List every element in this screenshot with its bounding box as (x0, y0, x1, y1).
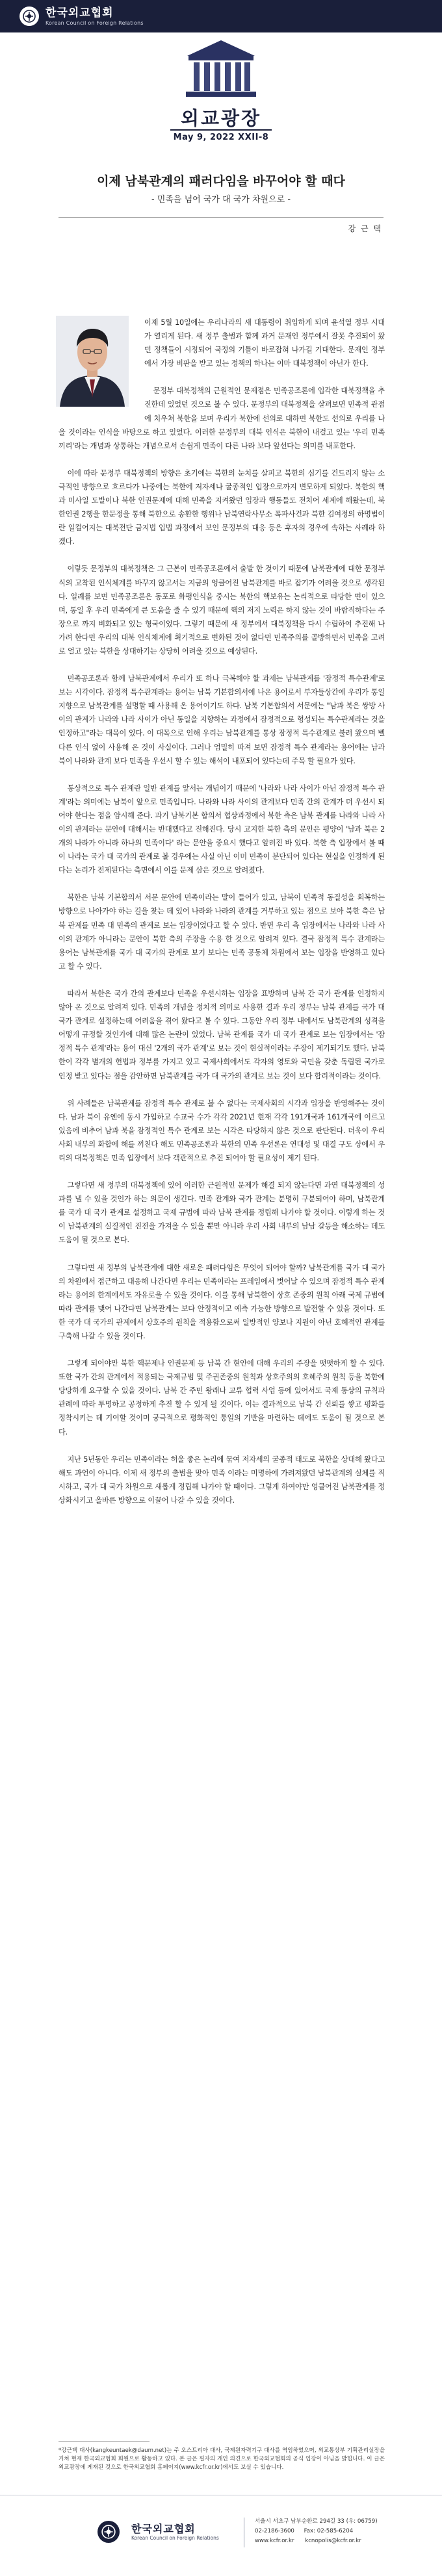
article-subheadline: - 민족을 넘어 국가 대 국가 차원으로 - (151, 195, 291, 205)
newsletter-title: 외교광장 (180, 107, 262, 129)
footer-email-link[interactable]: kcnopolis@kcfr.or.kr (305, 2538, 361, 2544)
article-author: 강 근 택 (348, 224, 382, 233)
article-paragraph: 그렇게 되어야만 북한 핵문제나 인권문제 등 남북 간 현안에 대해 우리의 주장을 떳떳하게 할 수 있다. 또한 국가 간의 관계에서 적용되는 국제규범 및 주권존중의 원칙과 상호주의의 호혜주의 원칙 등을 북한에 당당하게 요구할 수 있을 것이다. 남북 간 주민 왕래나 교류 협력 사업 등에 있어서도 국제 통상의 규칙과 관례에 따라 투명하고 공정하게 추진 할 수 있게 될 것이다. 이는 결과적으로 남북 간 신뢰를 쌓고 평화를 정착시키는 데 기여할 것이며 궁극적으로 평화적인 통일의 기반을 마련하는 데에도 도움이 될 것으로 본다. (58, 1359, 385, 1436)
masthead (0, 36, 442, 150)
masthead-divider (170, 129, 272, 131)
article-paragraph: 이렇듯 문정부의 대북정책은 그 근본이 민족공조론에서 출발 한 것이기 때문에 남북관계에 대한 문정부식의 고착된 인식체계를 바꾸지 않고서는 지금의 엉클어진 남북관계를 바로 잡기가 어려울 것으로 생각된다. 일례를 보면 민족공조론은 동포로 화평인식을 중시는 북한의 핵보유는 논리적으로 타당한 면이 있으며, 통일 후 우리 민족에게 큰 도움을 줄 수 있기 때문에 핵의 저지 노력은 하지 않는 것이 바람직하다는 주장으로 까지 비화되고 있는 형국이었다. 그렇기 때문에 새 정부에서 대북정책을 다시 수립하여 추진해 나가려 한다면 우리의 대북 인식체계에 획기적으로 변화된 것이 없다면 민족주의를 골방하면서 민족을 고려로 얼고 있는 북한을 상대하기는 상당히 어려울 것으로 예상된다. (58, 565, 385, 656)
footer-org-name-kr: 한국외교협회 (131, 2522, 196, 2535)
article-paragraph: 위 사례들은 남북관계를 잠정적 특수 관계로 볼 수 없다는 국제사회의 시각과 입장을 반영해주는 것이다. 남과 북이 유엔에 동시 가입하고 수교국 수가 각각 2021년 현재 각각 191개국과 161개국에 이르고 있음에 비추어 남과 북을 잠정적인 특수 관계로 보는 시각은 타당하지 않은 것으로 판단된다. 더욱이 우리사회 내부의 화합에 해를 끼친다 해도 민족공조론과 북한의 민족 우선론은 연대성 및 대결 구도 상에서 우리의 대북정책은 민족 입장에서 보다 객관적으로 추진 되어야 할 필요성이 제기 된다. (58, 1099, 385, 1162)
article-paragraph: 북한은 남북 기본합의서 서문 문안에 민족이라는 말이 들어가 있고, 남북이 민족적 동질성을 회복하는 방향으로 나아가야 하는 길을 찾는 데 있어 나라와 나라의 관계를 거부하고 있는 점으로 보아 북한 측은 남북 관계를 민족 대 민족의 관계로 보는 입장이었다고 할 수 있다. 반면 우리 측 입장에서는 나라와 나라 사이의 관계가 아니라는 문안이 북한 측의 주장을 수용 한 것으로 알려져 있다. 결국 잠정적 특수 관계라는 용어는 남북관계를 국가 대 국가의 관계로 보기 보다는 민족 공동체 차원에서 보는 입장을 반영하고 있다고 할 수 있다. (58, 893, 385, 971)
article-paragraph: 그렇다면 새 정부의 남북관계에 대한 새로운 패러다임은 무엇이 되어야 할까? 남북관계를 국가 대 국가의 차원에서 접근하고 대응해 나간다면 우리는 민족이라는 프레임에서 벗어날 수 있으며 잠정적 특수 관계라는 용어의 한계에서도 자유로울 수 있을 것이다. 이를 통해 남북한이 상호 존중의 원칙 아래 국제 규범에 따라 관계를 맺어 나간다면 남북관계는 보다 안정적이고 예측 가능한 방향으로 발전할 수 있을 것이다. 또한 국가 대 국가의 관계에서 상호주의 원칙을 적용함으로써 일방적인 양보나 지원이 아닌 호혜적인 관계를 구축해 나갈 수 있을 것이다. (58, 1263, 385, 1340)
footer-website-link[interactable]: www.kcfr.or.kr (255, 2538, 294, 2544)
org-name-en: Korean Council on Foreign Relations (46, 19, 144, 26)
footer-contact (255, 2517, 424, 2546)
author-footnote: *강근택 대사(kangkeuntaek@daum.net)는 주 오스트리아 대사, 국제원자력기구 대사를 역임하였으며, 외교통상부 기획관리실장을 거쳐 현재 한국외교협회 회원으로 활동하고 있다. 본 글은 필자의 개인 의견으로 한국외교협회의 공식 입장이 아님을 밝힙니다. 이 글은 외교광장에 게재된 것으로 한국외교협회 홈페이지(www.kcfr.or.kr)에서도 보실 수 있습니다. (58, 2447, 385, 2471)
article-paragraph: 통상적으로 특수 관계란 일반 관계를 앞서는 개념이기 때문에 '나라와 나라 사이가 아닌 잠정적 특수 관계'라는 의미에는 남북이 앞으로 민족입니다. 나라와 나라 사이의 관계보다 민족 간의 관계가 더 우선시 되어야 한다는 점을 암시해 준다. 과거 남북기본 합의서 협상과정에서 북한 측은 남북 관계를 나라와 나라 사이의 관계라는 문안에 대해서는 반대했다고 전해진다. 당시 고지한 북한 측의 문안은 평양이 '남과 북은 2개의 나라가 아니라 하나의 민족이다' 라는 문안을 중요시 했다고 알려진 바 있다. 북한 측 입장에서 볼 때 이 나라는 국가 대 국가의 관계로 볼 경우에는 사실 아닌 이미 민족이 분단되어 있다는 현실을 인정하게 된다는 논리가 전제된다는 측면에서 이를 문제 삼은 것으로 알려졌다. (58, 784, 385, 875)
article-headline: 이제 남북관계의 패러다임을 바꾸어야 할 때다 (97, 174, 345, 188)
footer-phone: 02-2186-3600 (255, 2528, 294, 2534)
article-paragraph: 지난 5년동안 우리는 민족이라는 허울 좋은 논리에 묶여 저자세의 굴종적 태도로 북한을 상대해 왔다고 해도 과언이 아니다. 이제 새 정부의 출범을 맞아 민족 이라는 미명하에 가려져왔던 남북관계의 실체를 직시하고, 국가 대 국가 차원으로 새롭게 정립해 나가야 할 때이다. 그렇게 하여야만 엉클어진 남북관계를 정상화시키고 올바른 방향으로 이끌어 나갈 수 있을 것이다. (58, 1455, 385, 1505)
footer-address: 서울시 서초구 남부순환로 294길 33 (우: 06759) (255, 2518, 378, 2525)
article-paragraph: 민족공조론과 함께 남북관계에서 우리가 또 하나 극복해야 할 과제는 남북관계를 '잠정적 특수관계'로 보는 시각이다. 잠정적 특수관계라는 용어는 남북 기본합의서에 나온 용어로서 부자들상간에 우리가 통일지향으로 남북관계를 설명할 때 사용해 온 용어이기도 하다. 남북 기본합의서 서문에는 "남과 북은 쌍방 사이의 관계가 나라와 나라 사이가 아닌 통일을 지향하는 과정에서 잠정적으로 형성되는 특수관계라는 것을 인정하고"라는 대목이 있다. 이 대목으로 인해 우리는 남북관계를 통상 잠정적 특수관계로 불러 왔으며 벨다른 인식 없이 사용해 온 것이 사실이다. 그러나 엄밀히 따져 보면 잠정적 특수 관계라는 용어에는 남과 북이 나라와 관계 보다 민족을 우선시 할 수 있는 해석이 내포되어 있다는데 주목 할 필요가 있다. (58, 674, 385, 765)
org-logo-icon (20, 6, 39, 26)
portrait-spacer (58, 316, 144, 412)
article-paragraph: 이에 따라 문정부 대북정책의 방향은 초기에는 북한의 눈치를 살피고 북한의 심기를 건드리지 않는 소극적인 방향으로 흐르다가 나중에는 북한에 저자세나 굴종적인 입장으로까지 변모하게 되었다. 북한의 핵과 미사일 도발이나 북한 인권문제에 대해 민족을 지켜왔던 입장과 행동들도 전치어 세계에 해왔는데, 북한인권 2행을 한문정을 통해 북한으로 송환한 행위나 남북연락사무소 폭파사건과 북한 김여정의 하명법이란 일컬어지는 대북전단 금지법 입법 과정에서 보인 문정부의 대응 등은 후자의 경우에 속하는 사례라 하겠다. (58, 468, 385, 546)
article-paragraph: 따라서 북한은 국가 간의 관계보다 민족을 우선시하는 입장을 표방하며 남북 간 국가 관계를 인정하지 않아 온 것으로 알려져 있다. 민족의 개념을 정치적 의미로 사용한 결과 우리 정부는 남북 관계를 국가 대 국가 관계로 설정하는데 어려움을 겪어 왔다고 볼 수 있다. 그동안 우리 정부 내에서도 남북관계의 성격을 어떻게 규정할 것인가에 대해 많은 논란이 있었다. 남북 관계를 국가 대 국가 관계로 보는 입장에서는 '잠정적 특수 관계'라는 용어 대신 '2개의 국가 관계'로 보는 것이 현실적이라는 주장이 제기되기도 했다. 남북한이 각각 별개의 헌법과 정부를 가지고 있고 국제사회에서도 각자의 영토와 국민을 갖춘 독립된 국가로 인정 받고 있다는 점을 감안하면 남북관계를 국가 대 국가의 관계로 보는 것이 보다 합리적이라는 것이다. (58, 989, 385, 1080)
org-name-kr: 한국외교협회 (46, 6, 114, 19)
author-divider (58, 217, 384, 218)
footer-org-name-en: Korean Council on Foreign Relations (131, 2534, 219, 2541)
footer-logo-icon (98, 2521, 120, 2543)
issue-date: May 9, 2022 XXII-8 (173, 133, 269, 142)
page-footer (0, 2495, 442, 2576)
building-emblem-icon (182, 36, 260, 101)
footer-fax: Fax: 02-585-6204 (304, 2528, 354, 2534)
article-paragraph: 문정부 대북정책의 근원적인 문제점은 민족공조론에 입각한 대북정책을 추진한데 있었던 것으로 볼 수 있다. 문정부의 대북정책을 살펴보면 민족적 관점에 치우쳐 북한을 보며 우리가 북한에 선의로 대하면 북한도 선의로 우리를 나올 것이라는 인식을 바탕으로 하고 있었다. 이러한 문정부의 대북 인식은 북한이 내걸고 있는 '우리 민족 끼리'라는 개념과 상통하는 개념으로서 손쉽게 민족이 다른 나라 보다 앞선다는 의미를 내포한다. (58, 387, 385, 450)
top-header-bar (0, 0, 442, 32)
article-body (58, 316, 385, 1521)
article-paragraph: 그렇다면 새 정부의 대북정책에 있어 이러한 근원적인 문제가 해결 되지 않는다면 과연 대북정책의 성과를 낼 수 있을 것인가 하는 의문이 생긴다. 민족 관계와 국가 관계는 분명히 구분되어야 하며, 남북관계를 국가 대 국가 관계로 설정하고 국제 규범에 따라 남북 관계를 정립해 나가야 할 것이다. 이렇게 하는 것이 남북관계의 실질적인 진전을 가져올 수 있을 뿐만 아니라 우리 사회 내부의 남남 갈등을 해소하는 데도 도움이 될 것으로 본다. (58, 1181, 385, 1245)
article-paragraph: 이제 5월 10일에는 우리나라의 새 대통령이 취임하게 되며 윤석열 정부 시대가 열리게 된다. 새 정부 출범과 함께 과거 문재인 정부에서 잘못 추진되어 왔던 정책들이 시정되어 국정의 기틀이 바로잡혀 나가길 기대한다. 문재인 정부에서 가장 비판을 받고 있는 정책의 하나는 이마 대북정책이 아닌가 한다. (144, 318, 385, 368)
